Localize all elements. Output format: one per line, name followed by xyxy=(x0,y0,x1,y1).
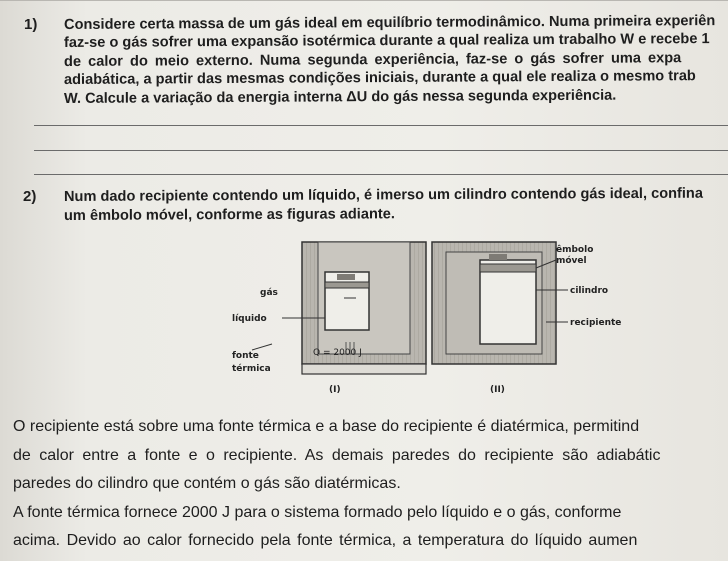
question-1-line-3: de calor do meio externo. Numa segunda experiência, faz-se o gás sofrer uma expa xyxy=(63,50,682,70)
paragraph-line-2: de calor entre a fonte e o recipiente. As demais paredes do recipiente são adiabátic xyxy=(13,447,661,464)
piston-rod-left xyxy=(337,274,355,280)
question-2-line-2: um êmbolo móvel, conforme as figuras adiante. xyxy=(63,206,395,224)
page-top-edge xyxy=(0,0,728,1)
question-1-line-1: Considere certa massa de um gás ideal em equilíbrio termodinâmico. Numa primeira experiên xyxy=(63,13,716,33)
cylinder-right xyxy=(480,260,536,344)
caption-right: (II) xyxy=(490,385,505,395)
piston-right xyxy=(480,264,536,272)
paragraph-line-5: acima. Devido ao calor fornecido pela fonte térmica, a temperatura do líquido aumen xyxy=(13,532,638,549)
label-source-1: fonte xyxy=(232,351,259,361)
answer-line-1 xyxy=(34,125,728,126)
source-pointer xyxy=(252,344,272,350)
label-gas: gás xyxy=(260,288,278,298)
cylinder-left xyxy=(325,272,369,330)
label-liquid: líquido xyxy=(232,314,267,324)
paragraph-line-4: A fonte térmica fornece 2000 J para o sistema formado pelo líquido e o gás, conforme xyxy=(13,504,622,521)
figure-svg xyxy=(222,232,652,402)
label-piston-1: êmbolo xyxy=(556,245,594,255)
piston-left xyxy=(325,282,369,288)
figure-cylinders xyxy=(222,232,652,402)
question-1-number: 1) xyxy=(24,16,38,33)
piston-rod-right xyxy=(489,254,507,260)
question-2-number: 2) xyxy=(23,188,37,205)
question-1-line-5: W. Calcule a variação da energia interna ΔU do gás nessa segunda experiência. xyxy=(63,87,617,107)
question-1-line-4: adiabática, a partir das mesmas condições iniciais, durante a qual ele realiza o mesmo trab xyxy=(63,68,696,88)
answer-line-3 xyxy=(34,174,728,175)
answer-line-2 xyxy=(34,150,728,151)
question-1-line-2: faz-se o gás sofrer uma expansão isotérmica durante a qual realiza um trabalho W e recebe 1 xyxy=(63,31,710,51)
heat-label: Q = 2000 J xyxy=(313,348,362,358)
label-cylinder: cilindro xyxy=(570,286,609,296)
label-piston-2: móvel xyxy=(556,256,587,266)
paragraph-line-3: paredes do cilindro que contém o gás são diatérmicas. xyxy=(13,475,401,492)
label-source-2: térmica xyxy=(232,364,271,374)
question-2-line-1: Num dado recipiente contendo um líquido, é imerso um cilindro contendo gás ideal, confina xyxy=(63,185,704,205)
thermal-source xyxy=(302,364,426,374)
paragraph-line-1: O recipiente está sobre uma fonte térmica e a base do recipiente é diatérmica, permitind xyxy=(13,418,640,435)
label-container: recipiente xyxy=(570,318,622,328)
caption-left: (I) xyxy=(329,385,341,395)
